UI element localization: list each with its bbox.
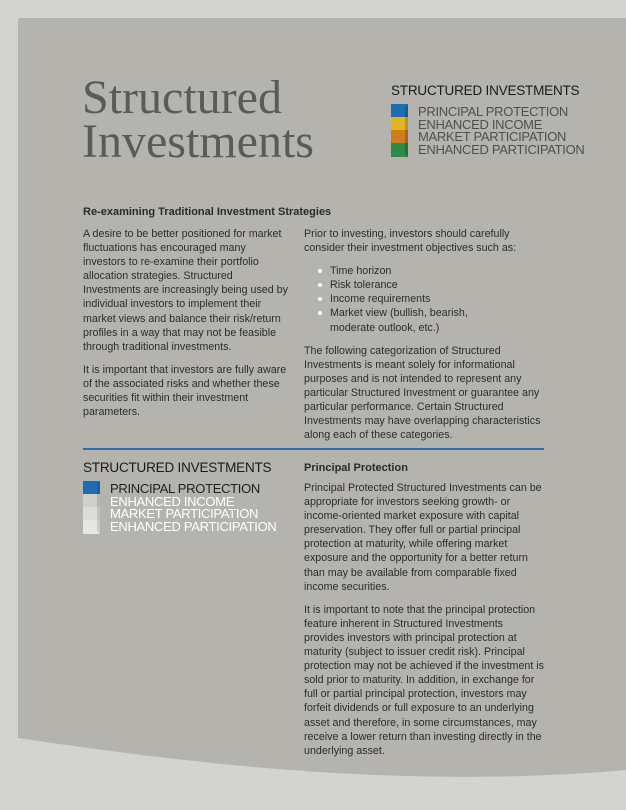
objective-bullet: Time horizon <box>330 264 544 278</box>
legend-bottom-item: MARKET PARTICIPATION <box>110 506 259 521</box>
objective-bullet: Risk tolerance <box>330 278 544 292</box>
objective-bullet: Market view (bullish, bearish, moderate outlook, etc.) <box>330 306 480 334</box>
objective-bullet: Income requirements <box>330 292 544 306</box>
section-divider <box>83 448 544 450</box>
categorization-disclaimer: The following categorization of Structured Investments is meant solely for informational purposes and is not intended to represent any particular Structured Investment or guarantee any particular performance. Certain Structured Investments may have overlapping characteristics along each of these categories. <box>304 344 541 442</box>
intro-paragraph: It is important that investors are fully aware of the associated risks and whether these securities fit within their investment parameters. <box>83 363 287 419</box>
legend-bottom-item-active: PRINCIPAL PROTECTION <box>110 481 261 496</box>
principal-protection-body <box>304 481 546 767</box>
legend-top-item: PRINCIPAL PROTECTION <box>418 104 569 119</box>
intro-paragraph: A desire to be better positioned for market fluctuations has encouraged many investors to re-examine their portfolio allocation strategies. Structured Investments are increasingly being used by individual investors to implement their market views and balance their risk/return profiles in a way that may not be feasible through traditional investments. <box>83 228 288 353</box>
intro-right-column <box>304 227 544 451</box>
legend-top-item: ENHANCED PARTICIPATION <box>418 141 585 157</box>
page-title-line-2: Investments <box>82 115 314 168</box>
principal-protection-heading: Principal Protection <box>304 462 408 474</box>
legend-bottom-heading: STRUCTURED INVESTMENTS <box>83 460 272 475</box>
objectives-list <box>304 264 544 334</box>
legend-top-color-stack-icon <box>391 104 408 157</box>
principal-protection-paragraph: It is important to note that the principal protection feature inherent in Structured Investments provides investors with principal protection at maturity (subject to issuer credit risk). Principal protection may not be achieved if the investment is sold prior to maturity. In addition, in exchange for full or partial principal protection, investors may forfeit dividends or full exposure to an underlying asset and therefore, in some circumstances, may receive a lower return than investing directly in the underlying asset. <box>304 603 545 757</box>
page-title <box>82 71 314 168</box>
intro-lead-paragraph: Prior to investing, investors should carefully consider their investment objectives such as: <box>304 228 517 255</box>
principal-protection-paragraph: Principal Protected Structured Investments can be appropriate for investors seeking growth- or income-oriented market exposure with capital preservation. They offer full or partial principal protection at maturity, while offering market exposure and the opportunity for a better return than may be available from comparable fixed income securities. <box>304 482 542 593</box>
intro-heading: Re-examining Traditional Investment Strategies <box>83 206 332 218</box>
page-title-line-1: Structured <box>82 71 282 124</box>
legend-top-item: MARKET PARTICIPATION <box>418 129 567 144</box>
legend-top-list <box>418 106 585 156</box>
legend-top-item: ENHANCED INCOME <box>418 116 543 132</box>
legend-top-heading: STRUCTURED INVESTMENTS <box>391 83 580 98</box>
legend-bottom-list <box>110 483 277 533</box>
legend-bottom-item: ENHANCED PARTICIPATION <box>110 518 277 534</box>
intro-left-column <box>83 227 288 428</box>
legend-bottom-stack-icon <box>83 481 100 534</box>
legend-bottom-item: ENHANCED INCOME <box>110 493 235 509</box>
